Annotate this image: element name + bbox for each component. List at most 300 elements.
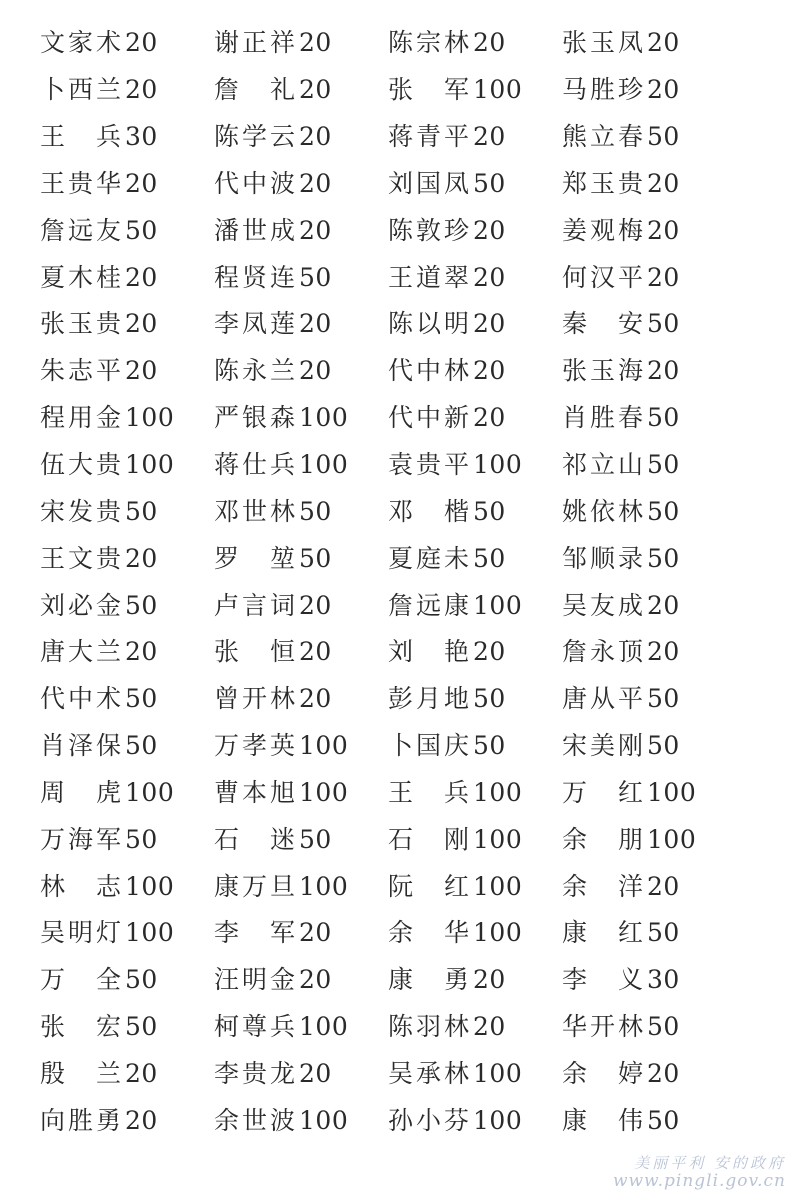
donor-row	[40, 299, 760, 346]
donation-amount: 50	[125, 684, 158, 714]
donor-name: 刘必金	[40, 590, 125, 620]
donation-amount: 20	[647, 637, 680, 667]
donor-name: 陈以明	[388, 309, 473, 339]
donor-entry	[40, 211, 214, 247]
donation-amount: 20	[647, 590, 680, 620]
donor-name: 刘 艳	[388, 637, 473, 667]
donor-name: 王 兵	[40, 122, 125, 152]
donor-entry	[40, 258, 214, 294]
donor-entry	[40, 1101, 214, 1137]
donor-name: 姚依林	[562, 496, 647, 526]
donation-amount: 100	[647, 777, 697, 807]
donation-amount: 20	[299, 356, 332, 386]
donation-amount: 20	[647, 1058, 680, 1088]
donor-entry	[562, 164, 736, 200]
donor-entry	[388, 70, 562, 106]
donor-entry	[40, 445, 214, 481]
donor-name: 张 恒	[214, 637, 299, 667]
donor-entry	[214, 70, 388, 106]
donation-amount: 50	[647, 543, 680, 573]
donor-entry	[40, 492, 214, 528]
donor-entry	[388, 867, 562, 903]
donation-amount: 20	[125, 28, 158, 58]
donor-row	[40, 814, 760, 861]
donation-amount: 100	[299, 871, 349, 901]
donor-name: 马胜珍	[562, 75, 647, 105]
donor-entry	[214, 679, 388, 715]
donation-amount: 20	[299, 215, 332, 245]
donor-entry	[214, 867, 388, 903]
donor-name: 石 迷	[214, 824, 299, 854]
donation-amount: 100	[125, 450, 175, 480]
donation-amount: 100	[299, 731, 349, 761]
donation-amount: 20	[647, 215, 680, 245]
donor-entry	[388, 1007, 562, 1043]
donor-entry	[562, 492, 736, 528]
donor-row	[40, 721, 760, 768]
donor-entry	[40, 304, 214, 340]
donation-amount: 20	[299, 918, 332, 948]
donor-entry	[214, 820, 388, 856]
donor-row	[40, 65, 760, 112]
donor-name: 袁贵平	[388, 450, 473, 480]
donor-name: 康万旦	[214, 871, 299, 901]
donor-entry	[40, 117, 214, 153]
donor-name: 余 朋	[562, 824, 647, 854]
donor-row	[40, 674, 760, 721]
donor-row	[40, 1002, 760, 1049]
donation-amount: 50	[299, 543, 332, 573]
donation-amount: 20	[647, 75, 680, 105]
donor-name: 蒋仕兵	[214, 450, 299, 480]
donor-entry	[388, 820, 562, 856]
donation-amount: 20	[473, 215, 506, 245]
donor-row	[40, 112, 760, 159]
donation-amount: 100	[125, 777, 175, 807]
donation-amount: 100	[299, 777, 349, 807]
donor-name: 王文贵	[40, 543, 125, 573]
donor-name: 郑玉贵	[562, 168, 647, 198]
donor-entry	[388, 258, 562, 294]
donor-entry	[562, 1007, 736, 1043]
donor-entry	[388, 164, 562, 200]
donation-amount: 50	[647, 684, 680, 714]
donor-entry	[388, 539, 562, 575]
donor-entry	[562, 304, 736, 340]
donor-row	[40, 159, 760, 206]
donor-entry	[388, 1054, 562, 1090]
donation-amount: 100	[299, 1012, 349, 1042]
donor-row	[40, 580, 760, 627]
donation-amount: 20	[473, 403, 506, 433]
donation-amount: 20	[299, 309, 332, 339]
donor-entry	[562, 1101, 736, 1137]
donor-entry	[40, 398, 214, 434]
donation-amount: 20	[473, 1012, 506, 1042]
donation-amount: 20	[299, 168, 332, 198]
donor-name: 张玉贵	[40, 309, 125, 339]
donor-entry	[388, 960, 562, 996]
donation-amount: 100	[473, 824, 523, 854]
donor-name: 吴友成	[562, 590, 647, 620]
donor-name: 万孝英	[214, 731, 299, 761]
site-watermark	[613, 1155, 786, 1192]
donation-amount: 50	[125, 824, 158, 854]
donor-entry	[562, 211, 736, 247]
donation-amount: 20	[647, 28, 680, 58]
donor-name: 万 全	[40, 965, 125, 995]
donation-amount: 100	[125, 918, 175, 948]
donor-entry	[214, 492, 388, 528]
donor-entry	[562, 913, 736, 949]
donation-amount: 20	[473, 262, 506, 292]
donor-entry	[214, 632, 388, 668]
donor-entry	[40, 867, 214, 903]
donor-entry	[562, 398, 736, 434]
donation-amount: 20	[299, 637, 332, 667]
donor-name: 彭月地	[388, 684, 473, 714]
donor-row	[40, 252, 760, 299]
donor-entry	[562, 117, 736, 153]
donor-name: 石 刚	[388, 824, 473, 854]
donor-name: 万 红	[562, 777, 647, 807]
donor-name: 熊立春	[562, 122, 647, 152]
watermark-title: 美丽平利 安的政府	[634, 1154, 786, 1173]
donor-name: 张玉凤	[562, 28, 647, 58]
donor-entry	[214, 539, 388, 575]
donation-amount: 100	[473, 590, 523, 620]
donor-name: 余 洋	[562, 871, 647, 901]
donation-amount: 20	[473, 122, 506, 152]
donation-amount: 20	[647, 262, 680, 292]
donation-amount: 100	[647, 824, 697, 854]
donor-entry	[40, 351, 214, 387]
donor-name: 夏庭未	[388, 543, 473, 573]
donor-entry	[214, 211, 388, 247]
donation-amount: 100	[299, 403, 349, 433]
donor-entry	[388, 117, 562, 153]
donor-entry	[388, 586, 562, 622]
donor-name: 张 宏	[40, 1012, 125, 1042]
donor-name: 陈宗林	[388, 28, 473, 58]
donor-row	[40, 955, 760, 1002]
donor-entry	[214, 913, 388, 949]
donor-entry	[214, 1101, 388, 1137]
donation-amount: 20	[299, 1058, 332, 1088]
donor-name: 吴明灯	[40, 918, 125, 948]
donor-name: 卢言词	[214, 590, 299, 620]
donor-entry	[562, 679, 736, 715]
donor-entry	[214, 164, 388, 200]
donor-entry	[40, 23, 214, 59]
donor-list	[40, 18, 760, 1142]
donation-amount: 20	[647, 356, 680, 386]
donor-entry	[562, 70, 736, 106]
donor-name: 万海军	[40, 824, 125, 854]
donor-row	[40, 205, 760, 252]
donor-name: 李贵龙	[214, 1058, 299, 1088]
donor-entry	[214, 1007, 388, 1043]
donor-entry	[40, 586, 214, 622]
donor-name: 严银森	[214, 403, 299, 433]
donor-name: 周 虎	[40, 777, 125, 807]
donor-name: 刘国凤	[388, 168, 473, 198]
donation-amount: 20	[473, 309, 506, 339]
donor-name: 余 华	[388, 918, 473, 948]
donor-name: 詹 礼	[214, 75, 299, 105]
donor-name: 余 婷	[562, 1058, 647, 1088]
donation-amount: 50	[473, 168, 506, 198]
donor-name: 祁立山	[562, 450, 647, 480]
donor-entry	[214, 304, 388, 340]
donor-row	[40, 18, 760, 65]
donor-entry	[562, 445, 736, 481]
donor-entry	[40, 679, 214, 715]
donor-name: 康 勇	[388, 965, 473, 995]
donor-name: 林 志	[40, 871, 125, 901]
donor-entry	[214, 773, 388, 809]
donor-name: 王道翠	[388, 262, 473, 292]
donation-amount: 20	[299, 590, 332, 620]
donor-name: 殷 兰	[40, 1058, 125, 1088]
donor-name: 卜国庆	[388, 731, 473, 761]
donor-entry	[40, 539, 214, 575]
donation-amount: 50	[647, 122, 680, 152]
donation-amount: 100	[473, 450, 523, 480]
donor-entry	[388, 773, 562, 809]
donor-name: 詹永顶	[562, 637, 647, 667]
donor-entry	[388, 304, 562, 340]
donor-name: 詹远友	[40, 215, 125, 245]
donor-row	[40, 908, 760, 955]
donation-amount: 50	[299, 824, 332, 854]
donation-amount: 20	[125, 637, 158, 667]
donation-amount: 50	[125, 965, 158, 995]
donor-entry	[388, 679, 562, 715]
donor-row	[40, 1049, 760, 1096]
donor-row	[40, 486, 760, 533]
donor-entry	[214, 398, 388, 434]
donor-name: 王贵华	[40, 168, 125, 198]
donor-entry	[40, 820, 214, 856]
donor-name: 李 义	[562, 965, 647, 995]
donation-amount: 20	[299, 965, 332, 995]
donor-name: 宋发贵	[40, 496, 125, 526]
donor-name: 肖泽保	[40, 731, 125, 761]
donation-amount: 100	[473, 918, 523, 948]
donor-entry	[388, 492, 562, 528]
donation-amount: 20	[125, 1058, 158, 1088]
donor-entry	[40, 632, 214, 668]
donor-name: 孙小芬	[388, 1105, 473, 1135]
donation-amount: 20	[125, 75, 158, 105]
donor-name: 唐大兰	[40, 637, 125, 667]
donor-entry	[214, 23, 388, 59]
watermark-url: www.pingli.gov.cn	[612, 1171, 786, 1192]
donor-entry	[214, 117, 388, 153]
donation-amount: 50	[473, 496, 506, 526]
donation-amount: 20	[473, 965, 506, 995]
donation-amount: 50	[647, 450, 680, 480]
donor-name: 邓 楷	[388, 496, 473, 526]
donor-name: 潘世成	[214, 215, 299, 245]
donor-name: 代中波	[214, 168, 299, 198]
donor-name: 曾开林	[214, 684, 299, 714]
donation-amount: 100	[473, 777, 523, 807]
donor-entry	[40, 773, 214, 809]
donation-amount: 100	[299, 1105, 349, 1135]
donation-amount: 20	[299, 75, 332, 105]
donor-entry	[562, 960, 736, 996]
donor-row	[40, 533, 760, 580]
donor-name: 李 军	[214, 918, 299, 948]
donor-entry	[562, 867, 736, 903]
donation-amount: 20	[125, 168, 158, 198]
donor-name: 姜观梅	[562, 215, 647, 245]
donor-entry	[214, 351, 388, 387]
donation-amount: 50	[125, 215, 158, 245]
donor-entry	[214, 1054, 388, 1090]
donor-name: 李凤莲	[214, 309, 299, 339]
donor-name: 秦 安	[562, 309, 647, 339]
donor-entry	[40, 1054, 214, 1090]
donor-name: 邓世林	[214, 496, 299, 526]
donor-name: 陈羽林	[388, 1012, 473, 1042]
donor-entry	[388, 726, 562, 762]
donor-name: 陈敦珍	[388, 215, 473, 245]
donation-amount: 50	[299, 496, 332, 526]
donor-name: 唐从平	[562, 684, 647, 714]
donor-name: 王 兵	[388, 777, 473, 807]
donor-entry	[388, 351, 562, 387]
donor-entry	[40, 960, 214, 996]
donor-name: 蒋青平	[388, 122, 473, 152]
donor-entry	[40, 913, 214, 949]
donation-amount: 30	[647, 965, 680, 995]
donor-name: 代中术	[40, 684, 125, 714]
donation-amount: 100	[473, 75, 523, 105]
donor-name: 张 军	[388, 75, 473, 105]
donation-amount: 50	[473, 684, 506, 714]
donation-amount: 20	[125, 1105, 158, 1135]
donor-name: 文家术	[40, 28, 125, 58]
donor-name: 邹顺录	[562, 543, 647, 573]
donor-row	[40, 440, 760, 487]
donation-amount: 50	[125, 496, 158, 526]
donor-name: 陈学云	[214, 122, 299, 152]
donor-entry	[214, 586, 388, 622]
donor-name: 华开林	[562, 1012, 647, 1042]
donor-name: 代中新	[388, 403, 473, 433]
donor-row	[40, 627, 760, 674]
donation-amount: 50	[647, 918, 680, 948]
donation-amount: 100	[125, 871, 175, 901]
donation-amount: 50	[647, 731, 680, 761]
donor-name: 卜西兰	[40, 75, 125, 105]
donor-name: 罗 堃	[214, 543, 299, 573]
donor-entry	[562, 1054, 736, 1090]
donor-entry	[214, 258, 388, 294]
donor-entry	[388, 1101, 562, 1137]
donor-name: 向胜勇	[40, 1105, 125, 1135]
donation-amount: 50	[647, 496, 680, 526]
donor-name: 柯尊兵	[214, 1012, 299, 1042]
donation-amount: 20	[299, 684, 332, 714]
donation-amount: 50	[125, 1012, 158, 1042]
donor-name: 吴承林	[388, 1058, 473, 1088]
donation-amount: 50	[647, 309, 680, 339]
donor-row	[40, 393, 760, 440]
donor-entry	[388, 445, 562, 481]
donor-entry	[562, 726, 736, 762]
donor-entry	[562, 586, 736, 622]
donor-row	[40, 861, 760, 908]
donor-entry	[562, 23, 736, 59]
donor-entry	[40, 70, 214, 106]
donor-name: 代中林	[388, 356, 473, 386]
donation-amount: 20	[125, 543, 158, 573]
donor-entry	[562, 632, 736, 668]
donor-name: 谢正祥	[214, 28, 299, 58]
donation-amount: 100	[299, 450, 349, 480]
donor-entry	[40, 726, 214, 762]
donor-entry	[562, 351, 736, 387]
donor-name: 夏木桂	[40, 262, 125, 292]
donation-amount: 20	[299, 28, 332, 58]
donation-amount: 20	[299, 122, 332, 152]
donor-entry	[562, 773, 736, 809]
donation-amount: 50	[647, 403, 680, 433]
donation-amount: 20	[473, 356, 506, 386]
donor-name: 陈永兰	[214, 356, 299, 386]
donor-entry	[214, 726, 388, 762]
donor-name: 曹本旭	[214, 777, 299, 807]
donor-entry	[388, 398, 562, 434]
donation-amount: 20	[125, 356, 158, 386]
donor-name: 詹远康	[388, 590, 473, 620]
donation-amount: 50	[299, 262, 332, 292]
donation-amount: 30	[125, 122, 158, 152]
donor-name: 朱志平	[40, 356, 125, 386]
donor-name: 康 伟	[562, 1105, 647, 1135]
donor-entry	[562, 539, 736, 575]
donor-entry	[40, 1007, 214, 1043]
donation-amount: 20	[647, 168, 680, 198]
donation-amount: 100	[473, 1058, 523, 1088]
donor-row	[40, 346, 760, 393]
donor-name: 程贤连	[214, 262, 299, 292]
donor-entry	[388, 913, 562, 949]
donor-entry	[214, 445, 388, 481]
donor-name: 何汉平	[562, 262, 647, 292]
donor-entry	[388, 23, 562, 59]
donor-name: 程用金	[40, 403, 125, 433]
donor-name: 康 红	[562, 918, 647, 948]
donor-name: 余世波	[214, 1105, 299, 1135]
donor-entry	[388, 211, 562, 247]
donation-amount: 100	[125, 403, 175, 433]
donation-amount: 20	[647, 871, 680, 901]
donation-amount: 50	[647, 1105, 680, 1135]
donation-amount: 50	[125, 731, 158, 761]
donation-amount: 20	[473, 28, 506, 58]
donor-entry	[562, 820, 736, 856]
donor-name: 汪明金	[214, 965, 299, 995]
donor-entry	[214, 960, 388, 996]
donation-amount: 50	[125, 590, 158, 620]
donor-entry	[388, 632, 562, 668]
donor-row	[40, 768, 760, 815]
